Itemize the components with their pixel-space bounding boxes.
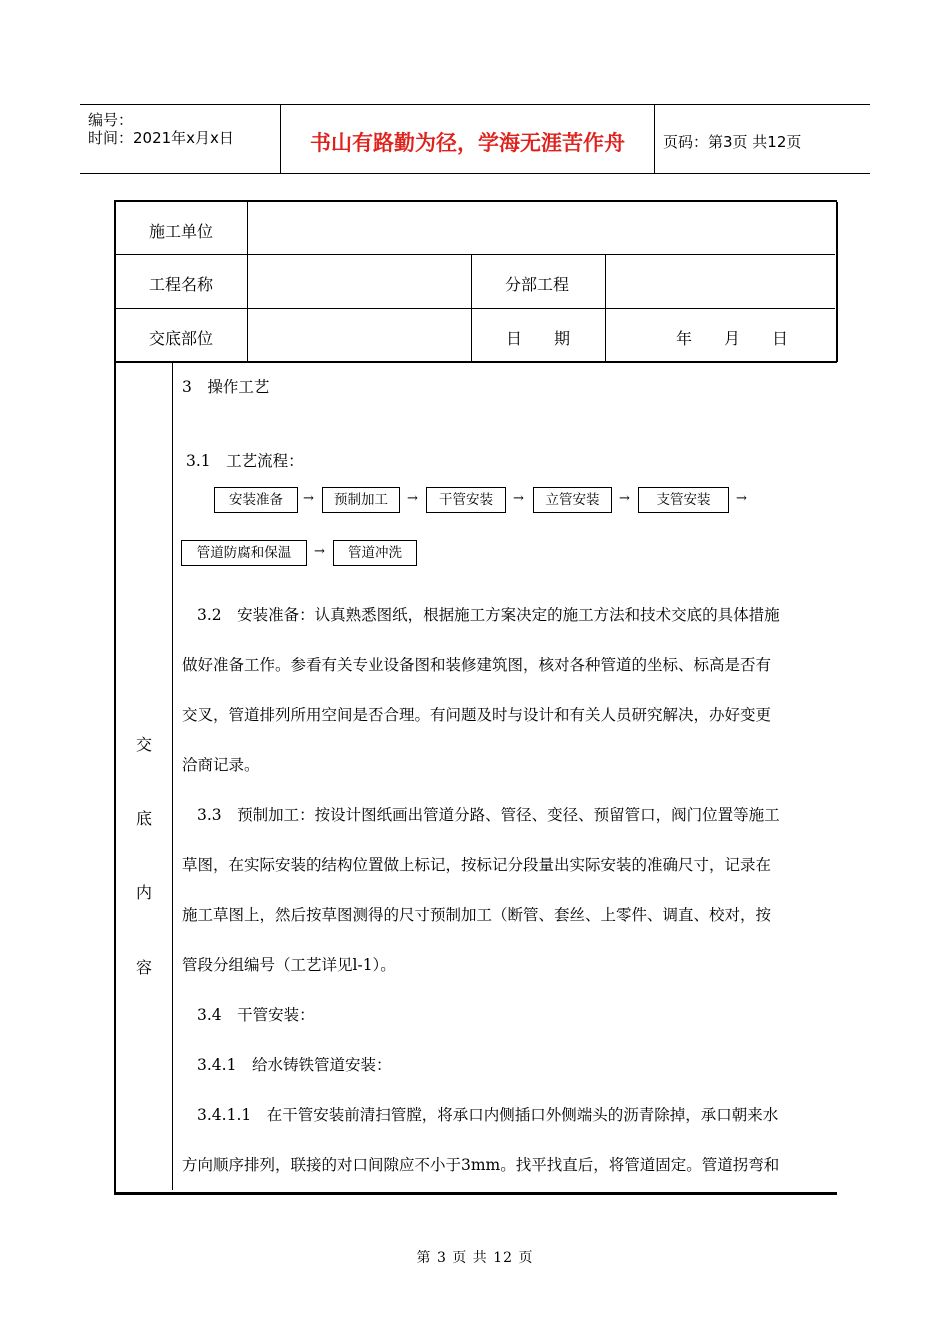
header-meta-cell bbox=[80, 105, 281, 173]
paragraph-line: 做好准备工作。参看有关专业设备图和装修建筑图，核对各种管道的坐标、标高是否有 bbox=[182, 656, 772, 674]
flow-arrow: → bbox=[619, 491, 630, 506]
doc-number-label: 编号： bbox=[88, 111, 134, 129]
disclosure-table bbox=[114, 200, 837, 1195]
paragraph-line: 3.4.1.1 在干管安装前清扫管膛，将承口内侧插口外侧端头的沥青除掉，承口朝来水 bbox=[197, 1106, 779, 1124]
paragraph-line: 3.4.1 给水铸铁管道安装： bbox=[197, 1056, 392, 1074]
header-motto: 书山有路勤为径，学海无涯苦作舟 bbox=[310, 131, 625, 155]
paragraph-line: 管段分组编号（工艺详见l-1）。 bbox=[182, 956, 396, 974]
header-page-number: 页码：第3页 共12页 bbox=[663, 133, 802, 151]
paragraph-line: 方向顺序排列，联接的对口间隙应不小于3mm。找平找直后，将管道固定。管道拐弯和 bbox=[182, 1156, 780, 1174]
date-label: 日 期 bbox=[506, 329, 571, 348]
content-label-char: 交 bbox=[136, 735, 153, 754]
flow-step: 干管安装 bbox=[426, 487, 506, 513]
paragraph-line: 交叉，管道排列所用空间是否合理。有问题及时与设计和有关人员研究解决，办好变更 bbox=[182, 706, 772, 724]
content-label-char: 内 bbox=[136, 883, 153, 902]
project-name-label: 工程名称 bbox=[149, 275, 214, 294]
paragraph-line: 3.2 安装准备：认真熟悉图纸，根据施工方案决定的施工方法和技术交底的具体措施 bbox=[197, 606, 780, 624]
flow-arrow: → bbox=[303, 491, 314, 506]
content-label-char: 容 bbox=[136, 958, 153, 977]
subsection-title: 3.1 工艺流程： bbox=[186, 452, 304, 470]
flow-arrow: → bbox=[407, 491, 418, 506]
content-label-char: 底 bbox=[136, 809, 153, 828]
disclosure-part-label: 交底部位 bbox=[149, 329, 214, 348]
flow-step: 支管安装 bbox=[638, 487, 729, 513]
page-header bbox=[80, 104, 870, 174]
paragraph-line: 3.3 预制加工：按设计图纸画出管道分路、管径、变径、预留管口，阀门位置等施工 bbox=[197, 806, 780, 824]
date-value: 年 月 日 bbox=[676, 329, 789, 348]
flow-step: 预制加工 bbox=[322, 487, 400, 513]
section-title: 3 操作工艺 bbox=[182, 378, 270, 396]
paragraph-line: 3.4 干管安装： bbox=[197, 1006, 315, 1024]
flow-step: 安装准备 bbox=[214, 487, 298, 513]
doc-date-label: 时间：2021年x月x日 bbox=[88, 129, 234, 147]
flow-arrow: → bbox=[513, 491, 524, 506]
paragraph-line: 洽商记录。 bbox=[182, 756, 260, 774]
flow-step: 管道冲洗 bbox=[333, 540, 417, 566]
flow-arrow: → bbox=[736, 491, 747, 506]
header-page-cell bbox=[655, 105, 870, 173]
header-motto-cell bbox=[281, 105, 655, 173]
flow-arrow: → bbox=[314, 544, 325, 559]
flow-step: 管道防腐和保温 bbox=[181, 540, 307, 566]
construction-unit-label: 施工单位 bbox=[149, 222, 214, 241]
paragraph-line: 施工草图上，然后按草图测得的尺寸预制加工（断管、套丝、上零件、调直、校对，按 bbox=[182, 906, 772, 924]
sub-project-label: 分部工程 bbox=[505, 275, 570, 294]
paragraph-line: 草图，在实际安装的结构位置做上标记，按标记分段量出实际安装的准确尺寸，记录在 bbox=[182, 856, 772, 874]
page-footer: 第 3 页 共 12 页 bbox=[416, 1250, 534, 1266]
flow-step: 立管安装 bbox=[533, 487, 612, 513]
